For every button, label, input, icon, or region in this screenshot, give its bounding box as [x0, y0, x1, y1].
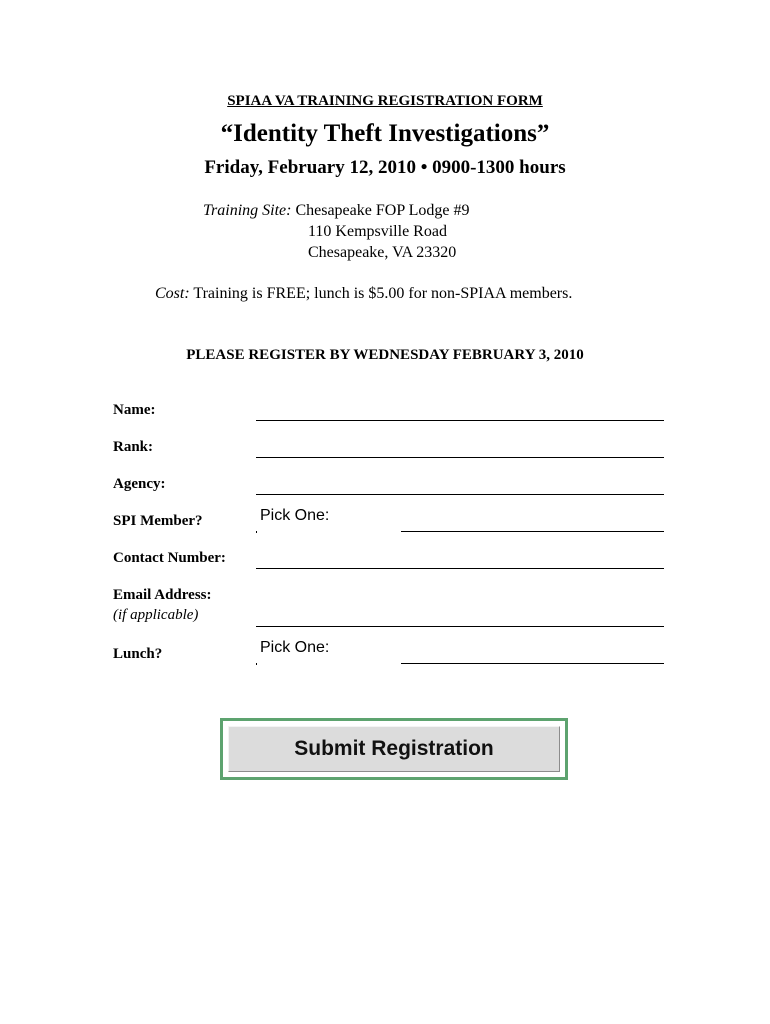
name-field[interactable] — [256, 420, 664, 421]
cost-label: Cost: — [155, 285, 190, 302]
submit-registration-label: Submit Registration — [228, 726, 560, 772]
registration-deadline: PLEASE REGISTER BY WEDNESDAY FEBRUARY 3, 2010 — [186, 347, 584, 363]
email-field[interactable] — [256, 626, 664, 627]
email-label: Email Address: — [113, 587, 212, 603]
spi-member-line — [401, 531, 664, 532]
lunch-value: Pick One: — [260, 639, 330, 656]
spi-member-select[interactable] — [256, 506, 386, 532]
cost-text: Training is FREE; lunch is $5.00 for non-SPIAA members. — [193, 285, 573, 302]
cost-line — [155, 285, 572, 303]
agency-label: Agency: — [113, 476, 166, 492]
event-date: Friday, February 12, 2010 • 0900-1300 hours — [204, 157, 566, 178]
email-note: (if applicable) — [113, 607, 199, 623]
site-label: Training Site: — [203, 202, 292, 219]
site-name: Chesapeake FOP Lodge #9 — [295, 202, 470, 219]
lunch-select[interactable] — [256, 638, 386, 664]
contact-number-label: Contact Number: — [113, 550, 226, 566]
spi-member-value: Pick One: — [260, 507, 330, 524]
rank-label: Rank: — [113, 439, 154, 455]
name-label: Name: — [113, 402, 156, 418]
event-title: “Identity Theft Investigations” — [220, 120, 550, 147]
spi-member-label: SPI Member? — [113, 513, 203, 529]
lunch-label: Lunch? — [113, 646, 163, 662]
lunch-line — [401, 663, 664, 664]
site-street: 110 Kempsville Road — [308, 223, 447, 240]
agency-field[interactable] — [256, 494, 664, 495]
spi-member-tick — [256, 531, 257, 533]
lunch-tick — [256, 663, 257, 665]
rank-field[interactable] — [256, 457, 664, 458]
submit-registration-button[interactable] — [220, 718, 568, 780]
form-heading: SPIAA VA TRAINING REGISTRATION FORM — [227, 93, 543, 109]
site-line-1 — [203, 202, 470, 220]
site-city: Chesapeake, VA 23320 — [308, 244, 457, 261]
contact-number-field[interactable] — [256, 568, 664, 569]
